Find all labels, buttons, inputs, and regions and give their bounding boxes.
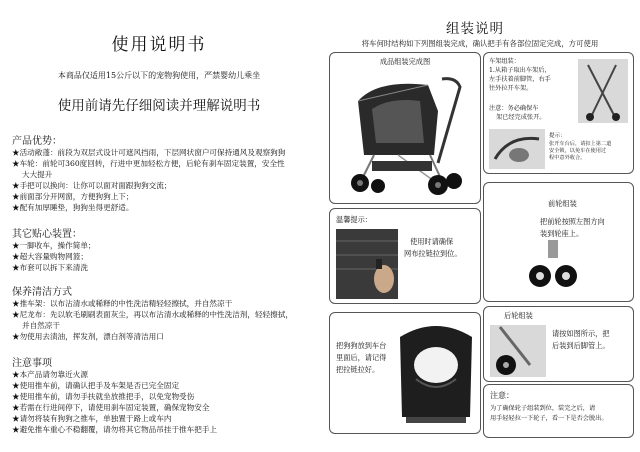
assembled-stroller-panel (329, 52, 481, 204)
frame-note-attention: 注意：务必确保车 (489, 105, 539, 112)
basket-line: 把拉链拉好。 (336, 365, 380, 374)
final-note-line: 用手轻轻拉一下轮子，看一下是否会脱出。 (490, 415, 608, 422)
front-wheel-heading: 前轮组装 (548, 199, 577, 208)
front-wheel-line: 装到轮座上。 (540, 229, 584, 238)
final-note-heading: 注意： (490, 391, 514, 400)
final-note-line: 为了确保轮子组装到位，装完之后，请 (490, 405, 596, 412)
hint-line: 程中意外收合。 (549, 155, 586, 161)
section-line: ★勿使用去渍油，挥发剂，漂白剂等清洁用口 (12, 332, 164, 341)
frame-assembly-panel (483, 52, 634, 174)
section-line: ★配有加厚睡垫，狗狗坐得更舒适。 (12, 203, 134, 212)
section-line: ★避免推车重心不稳翻覆，请勿将其它物品吊挂于推车把手上 (12, 425, 218, 434)
rear-wheel-panel (483, 306, 634, 382)
section-line: ★若需在行进间停下，请使用刹车固定装置，确保宠物安全 (12, 403, 210, 412)
frame-photo (578, 59, 628, 123)
frame-note-line: 往外拉开车架。 (489, 85, 533, 92)
frame-note-line: 1.从箱子取出车架后， (489, 67, 551, 74)
section-line: ★超大容量购物网篮； (12, 252, 88, 261)
section-line: ★一脚收车，操作简单； (12, 241, 96, 250)
zipper-tip-panel (329, 208, 481, 304)
rear-wheel-line: 后装到后脚管上。 (552, 341, 610, 350)
zipper-photo (336, 229, 398, 299)
safety-lock-photo (489, 129, 545, 169)
product-intro: 本商品仅适用15公斤以下的宠物狗使用，严禁婴幼儿乘坐 (57, 71, 261, 80)
stroller-caption: 成品组装完成图 (379, 57, 431, 66)
section-line: ★推车架：以布沾清水或稀释的中性洗洁精轻轻擦拭，并自然凉干 (12, 299, 233, 308)
warm-tip-heading: 温馨提示： (336, 215, 372, 224)
final-note-panel (483, 384, 634, 438)
section-line: 大大提升 (22, 170, 53, 179)
basket-line: 里面后，请记得 (336, 353, 387, 362)
assembly-title: 组装说明 (446, 21, 504, 37)
basket-panel (329, 312, 481, 434)
stroller-illustration (338, 71, 472, 199)
manual-subtitle: 使用前请先仔细阅读并理解说明书 (57, 98, 261, 114)
manual-title: 使用说明书 (111, 35, 207, 55)
hint-line: 张开车台后，请扣上第二道 (549, 141, 612, 147)
section-heading-cautions: 注意事项 (12, 358, 52, 369)
section-line: ★活动敞蓬：前段为双层式设计可遮风挡雨，下层网状窗户可保持通风及观察狗狗 (12, 148, 286, 157)
rear-wheel-photo (490, 325, 546, 377)
hint-heading: 提示： (549, 133, 566, 139)
warm-tip-line: 网布拉链拉到位。 (404, 249, 462, 258)
section-line: ★使用推车前，请勿手扶就坐放推把手，以免宠物受伤 (12, 392, 195, 401)
front-wheel-illustration (528, 240, 578, 300)
rear-wheel-heading: 后轮组装 (504, 311, 533, 320)
section-line: ★前面部分开网窗，方便狗狗上下； (12, 192, 134, 201)
section-heading-extras: 其它贴心装置： (12, 229, 82, 240)
section-line: 并自然凉干 (22, 321, 60, 330)
section-line: ★手把可以换向：让你可以面对面跟狗狗交流； (12, 181, 172, 190)
section-heading-care: 保养清洁方式 (12, 287, 72, 298)
section-line: ★本产品请勿靠近火源 (12, 370, 88, 379)
rear-wheel-line: 请按如图所示，把 (552, 329, 610, 338)
front-wheel-line: 把前轮按照左图方向 (540, 217, 605, 226)
frame-note-attention: 架已经完成张开。 (496, 114, 546, 121)
section-line: ★使用推车前，请确认把手及车架是否已完全固定 (12, 381, 180, 390)
frame-note-heading: 车架组装： (489, 58, 520, 65)
section-line: ★布套可以拆下来清洗 (12, 263, 88, 272)
warm-tip-line: 使用时请确保 (410, 237, 454, 246)
frame-note-line: 左手扶着前脚管，右手 (489, 76, 551, 83)
section-line: ★请勿将装有狗狗之推车，单独置于路上或车内 (12, 414, 172, 423)
section-line: ★尼龙布：先以软毛刷刷表面灰尘，再以布沾清水或稀释的中性洗洁剂，轻轻擦拭， (12, 310, 293, 319)
basket-illustration (396, 317, 476, 429)
section-line: ★车轮：前轮可360度回转，行进中更加轻松方便，后轮有刹车固定装置，安全性 (12, 159, 285, 168)
assembly-subtitle: 将车何时结构如下列图组装完成，确认把手有各部位固定完成，方可使用 (361, 39, 599, 48)
hint-line: 安全锁，以免车在使用过 (549, 148, 607, 154)
basket-line: 把狗狗放到车台 (336, 341, 387, 350)
section-heading-advantages: 产品优势： (12, 136, 62, 147)
